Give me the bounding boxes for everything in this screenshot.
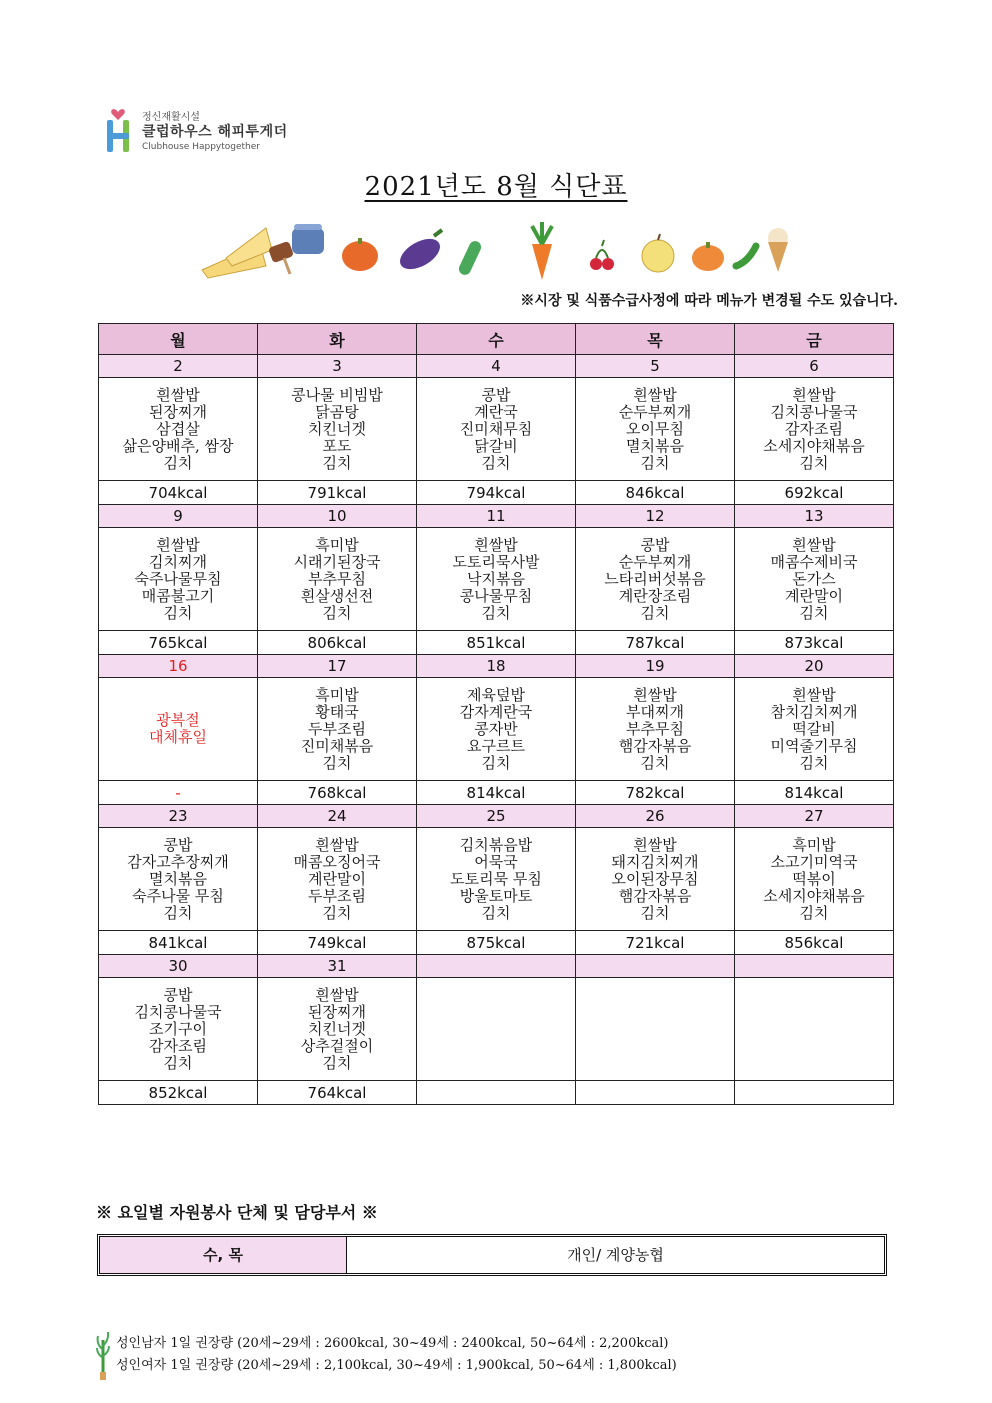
dish-item: 방울토마토 [459,886,533,905]
date-cell-tue: 10 [258,505,417,528]
calorie-cell-thu: 787kcal [576,631,735,655]
plant-icon [96,1330,110,1380]
date-row [99,805,894,828]
date-row [99,955,894,978]
dish-item: 김치콩나물국 [134,1002,222,1021]
menu-cell-thu [576,828,735,931]
date-cell-mon: 23 [99,805,258,828]
date-row [99,655,894,678]
pumpkin-small-icon [692,242,724,271]
menu-cell-wed [417,678,576,781]
dish-item: 멸치볶음 [149,869,207,888]
date-cell-thu: 26 [576,805,735,828]
menu-cell-fri [735,978,894,1081]
menu-row [99,978,894,1081]
dish-item: 흰쌀밥 [156,535,200,554]
menu-cell-wed [417,828,576,931]
menu-cell-thu [576,528,735,631]
dish-item: 김치 [163,603,193,622]
dish-item: 매콤오징어국 [293,852,381,871]
calorie-cell-thu: 782kcal [576,781,735,805]
calorie-cell-fri: 692kcal [735,481,894,505]
menu-cell-mon [99,828,258,931]
dish-item: 도토리묵 무침 [450,869,542,888]
cucumber-icon [457,239,483,277]
cherry-icon [590,240,614,270]
menu-cell-fri [735,828,894,931]
calorie-row [99,781,894,805]
dish-item: 소세지야채볶음 [763,436,865,455]
dish-item: 흑미밥 [315,535,359,554]
dish-item: 콩밥 [163,835,193,854]
dish-item: 돈가스 [792,569,836,588]
date-cell-fri [735,955,894,978]
meal-plan-table [98,323,894,1105]
dish-item: 김치 [481,903,511,922]
dish-item: 김치 [799,903,829,922]
calorie-cell-thu: 846kcal [576,481,735,505]
calorie-cell-wed: 814kcal [417,781,576,805]
dish-item: 흰쌀밥 [474,535,518,554]
dish-item: 김치 [322,753,352,772]
menu-cell-thu [576,978,735,1081]
date-cell-tue: 24 [258,805,417,828]
menu-cell-mon [99,528,258,631]
calorie-cell-wed [417,1081,576,1105]
dish-item: 도토리묵사발 [452,552,540,571]
dish-item: 김치 [799,603,829,622]
dish-item: 숙주나물 무침 [132,886,224,905]
dish-item: 김치 [481,753,511,772]
dish-item: 두부조림 [308,886,366,905]
dish-item: 참치김치찌개 [770,702,858,721]
dish-item: 된장찌개 [149,402,207,421]
dish-item: 흰쌀밥 [315,985,359,1004]
weekday-header-fri: 금 [735,324,894,355]
dish-item: 김치 [322,453,352,472]
calorie-cell-fri: 856kcal [735,931,894,955]
menu-cell-tue [258,378,417,481]
dish-item: 광복절 [156,711,200,729]
menu-cell-tue [258,528,417,631]
h-logo-icon [104,106,132,154]
date-cell-tue: 31 [258,955,417,978]
dish-item: 감자조림 [785,419,843,438]
dish-item: 김치볶음밥 [459,835,533,854]
cheese-icon [202,228,272,278]
daily-intake-recommendation [96,1330,876,1380]
apple-icon [642,234,674,272]
calorie-cell-mon: 765kcal [99,631,258,655]
dish-item: 콩자반 [474,719,518,738]
date-cell-thu [576,955,735,978]
calorie-cell-mon: - [99,781,258,805]
menu-row [99,828,894,931]
weekday-header-row [99,324,894,355]
calorie-cell-wed: 851kcal [417,631,576,655]
calorie-row [99,481,894,505]
dish-item: 김치 [640,753,670,772]
dish-item: 흰쌀밥 [792,385,836,404]
dish-item: 부대찌개 [626,702,684,721]
dish-item: 떡볶이 [792,869,836,888]
volunteer-table [97,1234,887,1276]
date-cell-wed: 4 [417,355,576,378]
calorie-cell-fri [735,1081,894,1105]
female-recommendation: 성인여자 1일 권장량 (20세~29세 : 2,100kcal, 30~49세 : 1,900kcal, 50~64세 : 1,800kcal) [116,1358,677,1373]
dish-item: 콩밥 [640,535,670,554]
dish-item: 김치 [322,1053,352,1072]
dish-item: 삼겹살 [156,419,200,438]
dish-item: 미역줄기무침 [770,736,858,755]
weekday-header-mon: 월 [99,324,258,355]
dish-item: 콩밥 [163,985,193,1004]
dish-item: 돼지김치찌개 [611,852,699,871]
date-cell-mon: 30 [99,955,258,978]
male-recommendation: 성인남자 1일 권장량 (20세~29세 : 2600kcal, 30~49세 : 2400kcal, 50~64세 : 2,200kcal) [116,1336,669,1351]
volunteer-section-title: ※ 요일별 자원봉사 단체 및 담당부서 ※ [96,1203,378,1222]
calorie-cell-tue: 768kcal [258,781,417,805]
dish-item: 느타리버섯볶음 [604,569,706,588]
dish-item: 소세지야채볶음 [763,886,865,905]
dish-item: 흑미밥 [315,685,359,704]
calorie-cell-thu [576,1081,735,1105]
dish-item: 감자조림 [149,1036,207,1055]
calorie-cell-tue: 749kcal [258,931,417,955]
dish-item: 부추무침 [626,719,684,738]
date-cell-thu: 5 [576,355,735,378]
dish-item: 흰쌀밥 [633,835,677,854]
calorie-cell-fri: 814kcal [735,781,894,805]
calorie-cell-wed: 794kcal [417,481,576,505]
dish-item: 흰쌀밥 [315,835,359,854]
dish-item: 흰쌀밥 [792,535,836,554]
dish-item: 흰쌀밥 [792,685,836,704]
volunteer-organization: 개인/ 계양농협 [567,1246,664,1264]
dish-item: 콩밥 [481,385,511,404]
dish-item: 어묵국 [474,852,518,871]
ice-pop-icon [268,241,294,274]
dish-item: 콩나물무침 [459,586,533,605]
dish-item: 조기구이 [149,1019,207,1038]
lunchbox-icon [292,224,324,254]
dish-item: 흰쌀밥 [633,385,677,404]
dish-item: 닭곰탕 [315,402,359,421]
date-cell-fri: 13 [735,505,894,528]
dish-item: 계란말이 [308,869,366,888]
menu-cell-mon [99,678,258,781]
dish-item: 김치 [799,453,829,472]
menu-cell-tue [258,978,417,1081]
dish-item: 김치 [163,903,193,922]
dish-item: 감자고추장찌개 [127,852,229,871]
menu-cell-wed [417,378,576,481]
date-cell-wed [417,955,576,978]
date-cell-tue: 3 [258,355,417,378]
org-category: 정신재활시설 [142,112,200,123]
dish-item: 낙지볶음 [467,569,525,588]
date-cell-mon: 16 [99,655,258,678]
date-cell-fri: 20 [735,655,894,678]
dish-item: 김치 [322,903,352,922]
dish-item: 김치 [481,453,511,472]
dish-item: 순두부찌개 [618,552,692,571]
menu-cell-tue [258,828,417,931]
weekday-header-thu: 목 [576,324,735,355]
dish-item: 된장찌개 [308,1002,366,1021]
calorie-cell-thu: 721kcal [576,931,735,955]
dish-item: 두부조림 [308,719,366,738]
dish-item: 흰쌀밥 [156,385,200,404]
dish-item: 시래기된장국 [293,552,381,571]
dish-item: 햄감자볶음 [618,736,692,755]
date-cell-fri: 27 [735,805,894,828]
dish-item: 오이무침 [626,419,684,438]
dish-item: 김치콩나물국 [770,402,858,421]
calorie-row [99,1081,894,1105]
dish-item: 숙주나물무침 [134,569,222,588]
pumpkin-icon [342,238,378,271]
calorie-cell-tue: 806kcal [258,631,417,655]
date-cell-wed: 11 [417,505,576,528]
date-cell-mon: 9 [99,505,258,528]
dish-item: 포도 [322,436,352,455]
date-cell-fri: 6 [735,355,894,378]
dish-item: 부추무침 [308,569,366,588]
date-cell-tue: 17 [258,655,417,678]
date-cell-wed: 18 [417,655,576,678]
menu-cell-thu [576,378,735,481]
dish-item: 닭갈비 [474,436,518,455]
menu-row [99,528,894,631]
dish-item: 매콤수제비국 [770,552,858,571]
dish-item: 김치 [163,453,193,472]
menu-cell-mon [99,978,258,1081]
date-row [99,355,894,378]
page-title: 2021년도 8월 식단표 [364,172,628,202]
menu-change-notice: ※시장 및 식품수급사정에 따라 메뉴가 변경될 수도 있습니다. [520,293,898,309]
date-row [99,505,894,528]
dish-item: 감자계란국 [459,702,533,721]
dish-item: 진미채볶음 [300,736,374,755]
clubhouse-logo [104,104,304,156]
dish-item: 김치 [640,903,670,922]
calorie-cell-fri: 873kcal [735,631,894,655]
dish-item: 떡갈비 [792,719,836,738]
dish-item: 김치찌개 [149,552,207,571]
dish-item: 김치 [640,603,670,622]
dish-item: 계란장조림 [618,586,692,605]
menu-cell-tue [258,678,417,781]
ice-cream-cone-icon [768,228,788,272]
dish-item: 오이된장무침 [611,869,699,888]
org-english-name: Clubhouse Happytogether [142,142,260,152]
menu-cell-thu [576,678,735,781]
calorie-row [99,631,894,655]
dish-item: 제육덮밥 [467,685,525,704]
dish-item: 흑미밥 [792,835,836,854]
pepper-icon [736,246,756,266]
calorie-cell-tue: 791kcal [258,481,417,505]
dish-item: 치킨너겟 [308,1019,366,1038]
dish-item: 김치 [322,603,352,622]
food-illustration-banner [196,214,800,282]
weekday-header-tue: 화 [258,324,417,355]
carrot-icon [532,222,552,280]
calorie-cell-wed: 875kcal [417,931,576,955]
menu-cell-fri [735,378,894,481]
menu-row [99,378,894,481]
dish-item: 김치 [481,603,511,622]
date-cell-wed: 25 [417,805,576,828]
dish-item: 계란말이 [785,586,843,605]
dish-item: 순두부찌개 [618,402,692,421]
calorie-row [99,931,894,955]
dish-item: 햄감자볶음 [618,886,692,905]
menu-row [99,678,894,781]
dish-item: 진미채무침 [459,419,533,438]
menu-cell-wed [417,528,576,631]
date-cell-mon: 2 [99,355,258,378]
dish-item: 흰살생선전 [300,586,374,605]
org-name: 클럽하우스 해피투게더 [142,124,288,140]
volunteer-days: 수, 목 [100,1237,347,1273]
dish-item: 콩나물 비빔밥 [291,385,383,404]
dish-item: 삶은양배추, 쌈장 [122,436,234,455]
calorie-cell-mon: 704kcal [99,481,258,505]
calorie-cell-mon: 852kcal [99,1081,258,1105]
calorie-cell-mon: 841kcal [99,931,258,955]
eggplant-icon [395,230,445,275]
dish-item: 김치 [640,453,670,472]
dish-item: 대체휴일 [149,728,207,746]
dish-item: 계란국 [474,402,518,421]
dish-item: 요구르트 [467,736,525,755]
dish-item: 매콤불고기 [141,586,215,605]
menu-cell-fri [735,528,894,631]
dish-item: 치킨너겟 [308,419,366,438]
date-cell-thu: 12 [576,505,735,528]
menu-cell-mon [99,378,258,481]
calorie-cell-tue: 764kcal [258,1081,417,1105]
dish-item: 소고기미역국 [770,852,858,871]
dish-item: 멸치볶음 [626,436,684,455]
menu-cell-fri [735,678,894,781]
dish-item: 흰쌀밥 [633,685,677,704]
dish-item: 김치 [163,1053,193,1072]
date-cell-thu: 19 [576,655,735,678]
menu-cell-wed [417,978,576,1081]
dish-item: 김치 [799,753,829,772]
dish-item: 황태국 [315,702,359,721]
dish-item: 상추겉절이 [300,1036,374,1055]
weekday-header-wed: 수 [417,324,576,355]
